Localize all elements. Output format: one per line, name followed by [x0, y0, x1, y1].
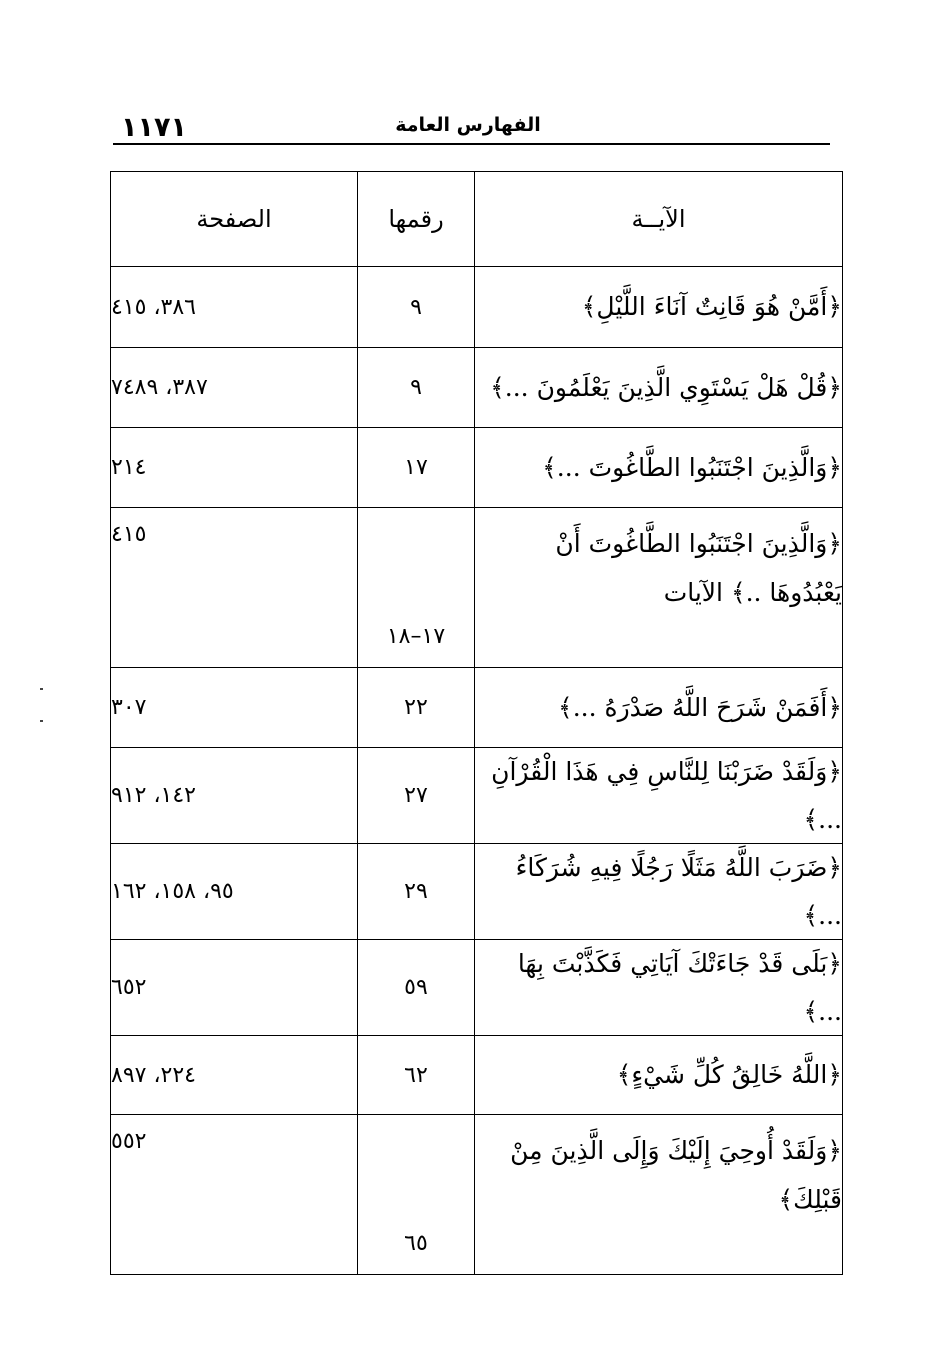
column-header-page: الصفحة — [111, 172, 358, 267]
page-refs-cell — [111, 267, 358, 348]
verse-number-cell: ٦٥ — [358, 1115, 475, 1275]
verse-cell: ﴿بَلَى قَدْ جَاءَتْكَ آيَاتِي فَكَذَّبْتَ بِهَا ...﴾ — [475, 940, 843, 1036]
table-row — [111, 1115, 843, 1275]
page-refs: ٢١٤ — [111, 455, 147, 480]
verse-number-cell: ٦٢ — [358, 1036, 475, 1115]
verse-number-cell: ٥٩ — [358, 940, 475, 1036]
column-header-number: رقمها — [358, 172, 475, 267]
page-refs-cell — [111, 508, 358, 668]
verse-number-cell: ١٧ — [358, 428, 475, 508]
page-number: ١١٧١ — [121, 112, 187, 143]
page-refs-cell — [111, 428, 358, 508]
table-header-row — [111, 172, 843, 267]
page-refs: ٣٨٧، ٧٤٨٩ — [111, 375, 208, 400]
verse-number-cell: ٢٧ — [358, 748, 475, 844]
page-refs-cell — [111, 940, 358, 1036]
page-refs-cell — [111, 748, 358, 844]
verse-cell: ﴿ضَرَبَ اللَّهُ مَثَلًا رَجُلًا فِيهِ شُرَكَاءُ ...﴾ — [475, 844, 843, 940]
running-title: الفهارس العامة — [395, 114, 541, 136]
scan-speck — [40, 720, 43, 722]
page-refs: ٦٥٢ — [111, 975, 147, 1000]
verse-cell: ﴿وَالَّذِينَ اجْتَنَبُوا الطَّاغُوتَ ...﴾ — [475, 428, 843, 508]
verse-number-cell: ٢٢ — [358, 668, 475, 748]
page-refs: ٤١٥ — [111, 522, 147, 547]
table-row — [111, 940, 843, 1036]
page-refs: ٢٢٤، ٨٩٧ — [111, 1062, 196, 1088]
verse-cell: ﴿أَفَمَنْ شَرَحَ اللَّهُ صَدْرَهُ ...﴾ — [475, 668, 843, 748]
verse-cell: ﴿وَالَّذِينَ اجْتَنَبُوا الطَّاغُوتَ أَنْ يَعْبُدُوهَا ..﴾ الآيات — [475, 508, 843, 668]
page-refs-cell — [111, 348, 358, 428]
table-row — [111, 1036, 843, 1115]
page-refs-cell — [111, 668, 358, 748]
verse-number-cell: ٩ — [358, 267, 475, 348]
page-refs: ٣٨٦، ٤١٥ — [111, 294, 196, 320]
verse-cell: ﴿وَلَقَدْ أُوحِيَ إِلَيْكَ وَإِلَى الَّذِينَ مِنْ قَبْلِكَ﴾ — [475, 1115, 843, 1275]
page-refs-cell — [111, 844, 358, 940]
page-refs: ٥٥٢ — [111, 1129, 147, 1154]
table-row — [111, 348, 843, 428]
page-refs-cell — [111, 1036, 358, 1115]
table-row — [111, 428, 843, 508]
table-row — [111, 844, 843, 940]
verse-index-table — [110, 171, 843, 1275]
table-row — [111, 748, 843, 844]
verse-cell: ﴿وَلَقَدْ ضَرَبْنَا لِلنَّاسِ فِي هَذَا الْقُرْآنِ ...﴾ — [475, 748, 843, 844]
page-refs: ٩٥، ١٥٨، ١٦٢ — [111, 879, 234, 904]
header-rule — [113, 143, 830, 145]
page-refs-cell — [111, 1115, 358, 1275]
column-header-verse: الآيــة — [475, 172, 843, 267]
table-row — [111, 267, 843, 348]
verse-cell: ﴿أَمَّنْ هُوَ قَانِتٌ آنَاءَ اللَّيْلِ﴾ — [475, 267, 843, 348]
scan-speck — [40, 688, 43, 690]
verse-cell: ﴿اللَّهُ خَالِقُ كُلِّ شَيْءٍ﴾ — [475, 1036, 843, 1115]
table-row — [111, 668, 843, 748]
verse-cell: ﴿قُلْ هَلْ يَسْتَوِي الَّذِينَ يَعْلَمُونَ ...﴾ — [475, 348, 843, 428]
table-row — [111, 508, 843, 668]
page-refs: ١٤٢، ٩١٢ — [111, 783, 196, 808]
verse-number-cell: ٩ — [358, 348, 475, 428]
verse-number-cell: ١٧–١٨ — [358, 508, 475, 668]
verse-number-cell: ٢٩ — [358, 844, 475, 940]
page-refs: ٣٠٧ — [111, 695, 147, 720]
page-header — [113, 110, 830, 144]
